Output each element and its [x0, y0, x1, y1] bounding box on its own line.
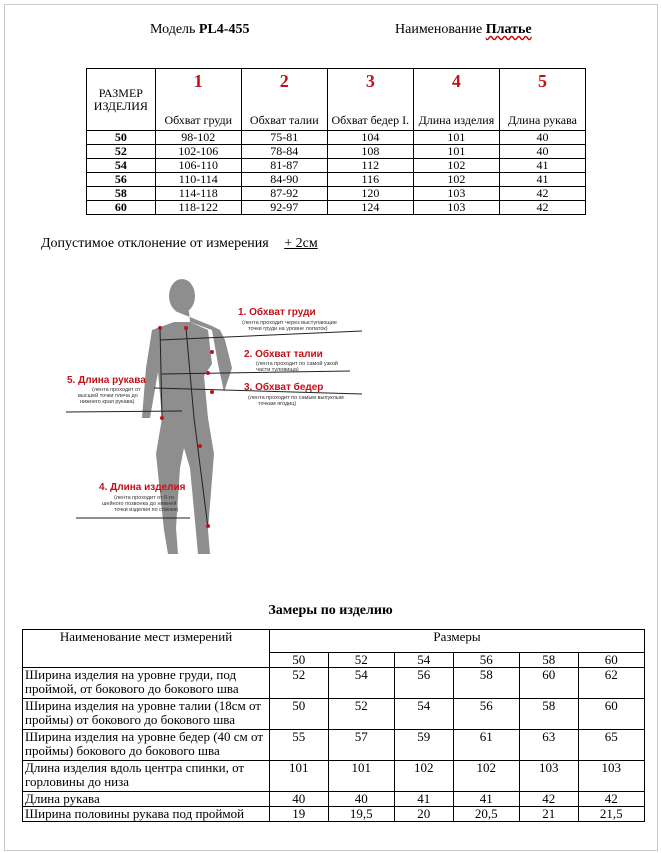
table-cell: 41	[499, 173, 585, 187]
table-cell: 41	[499, 159, 585, 173]
table-cell: 114-118	[155, 187, 241, 201]
table-cell: 21	[519, 807, 578, 822]
label-sleeve-note-3: нижнего края рукава)	[80, 399, 135, 405]
label-waist-note-2: части туловища)	[256, 367, 299, 373]
size-header: 50	[270, 653, 329, 668]
table-cell: 78-84	[241, 145, 327, 159]
table-cell: 102	[394, 761, 453, 792]
measurements-header-left: Наименование мест измерений	[23, 630, 270, 668]
col-label-3: Обхват бедер I.	[327, 93, 413, 131]
table-cell: 75-81	[241, 131, 327, 145]
label-length-note-2: шейного позвонка до нижней	[102, 501, 177, 507]
table-row	[87, 159, 586, 173]
name-label: Наименование	[395, 22, 483, 37]
label-bust-note-1: (лента проходит через выступающие	[242, 320, 337, 326]
size-table-body	[87, 131, 586, 215]
table-cell: 101	[328, 761, 394, 792]
table-row	[23, 668, 645, 699]
table-cell: 102-106	[155, 145, 241, 159]
table-cell: 103	[519, 761, 578, 792]
size-header: 60	[578, 653, 644, 668]
table-row	[87, 187, 586, 201]
size-header: 54	[394, 653, 453, 668]
table-cell: 19,5	[328, 807, 394, 822]
col-label-1: Обхват груди	[155, 93, 241, 131]
table-cell: 42	[499, 201, 585, 215]
size-header: 58	[519, 653, 578, 668]
measure-name: Длина рукава	[23, 792, 270, 807]
table-cell: 103	[578, 761, 644, 792]
table-cell: 55	[270, 730, 329, 761]
size-cell: 56	[87, 173, 156, 187]
size-corner-label: РАЗМЕР ИЗДЕЛИЯ	[87, 69, 156, 131]
label-bust-note-2: точки груди на уровне лопаток)	[248, 326, 328, 332]
table-cell: 103	[413, 201, 499, 215]
label-bust-title: 1. Обхват груди	[238, 307, 316, 318]
table-cell: 54	[394, 699, 453, 730]
table-cell: 40	[499, 131, 585, 145]
table-cell: 65	[578, 730, 644, 761]
table-cell: 42	[578, 792, 644, 807]
col-label-2: Обхват талии	[241, 93, 327, 131]
table-cell: 21,5	[578, 807, 644, 822]
size-cell: 58	[87, 187, 156, 201]
table-cell: 56	[453, 699, 519, 730]
table-cell: 106-110	[155, 159, 241, 173]
table-cell: 56	[394, 668, 453, 699]
table-cell: 87-92	[241, 187, 327, 201]
table-cell: 104	[327, 131, 413, 145]
table-cell: 108	[327, 145, 413, 159]
col-num-4: 4	[413, 69, 499, 94]
measurements-title: Замеры по изделию	[268, 603, 393, 618]
table-cell: 116	[327, 173, 413, 187]
measure-name: Ширина изделия на уровне груди, под проймой, от бокового до бокового шва	[23, 668, 270, 699]
table-cell: 101	[270, 761, 329, 792]
table-cell: 60	[519, 668, 578, 699]
col-num-2: 2	[241, 69, 327, 94]
model-heading	[150, 22, 249, 38]
table-row	[23, 730, 645, 761]
table-row	[23, 761, 645, 792]
model-value: PL4-455	[198, 22, 250, 37]
table-cell: 52	[270, 668, 329, 699]
table-cell: 124	[327, 201, 413, 215]
table-cell: 112	[327, 159, 413, 173]
name-heading	[395, 22, 532, 38]
table-cell: 103	[413, 187, 499, 201]
table-cell: 101	[413, 131, 499, 145]
table-cell: 57	[328, 730, 394, 761]
col-num-5: 5	[499, 69, 585, 94]
table-cell: 102	[413, 159, 499, 173]
label-waist-title: 2. Обхват талии	[244, 349, 323, 360]
measure-name: Ширина изделия на уровне талии (18см от проймы) от бокового до бокового шва	[23, 699, 270, 730]
measure-name: Ширина изделия на уровне бедер (40 см от проймы) бокового до бокового шва	[23, 730, 270, 761]
table-cell: 41	[453, 792, 519, 807]
size-header: 52	[328, 653, 394, 668]
table-cell: 92-97	[241, 201, 327, 215]
table-cell: 118-122	[155, 201, 241, 215]
table-cell: 102	[413, 173, 499, 187]
table-row	[23, 792, 645, 807]
table-cell: 58	[519, 699, 578, 730]
table-cell: 102	[453, 761, 519, 792]
table-cell: 120	[327, 187, 413, 201]
label-hip-title: 3. Обхват бедер	[244, 382, 324, 393]
table-cell: 40	[499, 145, 585, 159]
table-row	[23, 699, 645, 730]
size-cell: 50	[87, 131, 156, 145]
table-cell: 62	[578, 668, 644, 699]
label-sleeve-note-1: (лента проходит от	[92, 387, 141, 393]
tolerance-value: + 2см	[284, 236, 318, 251]
table-cell: 20,5	[453, 807, 519, 822]
table-cell: 81-87	[241, 159, 327, 173]
table-cell: 19	[270, 807, 329, 822]
table-cell: 42	[499, 187, 585, 201]
table-cell: 59	[394, 730, 453, 761]
label-sleeve-title: 5. Длина рукава	[67, 375, 146, 386]
table-cell: 41	[394, 792, 453, 807]
table-cell: 101	[413, 145, 499, 159]
table-cell: 50	[270, 699, 329, 730]
label-waist-note-1: (лента проходит по самой узкой	[256, 361, 338, 367]
measure-name: Ширина половины рукава под проймой	[23, 807, 270, 822]
size-cell: 52	[87, 145, 156, 159]
measurement-figure	[62, 268, 382, 558]
measure-name: Длина изделия вдоль центра спинки, от горловины до низа	[23, 761, 270, 792]
table-cell: 58	[453, 668, 519, 699]
label-hip-note-1: (лента проходит по самым выпуклым	[248, 395, 344, 401]
measurements-header-right: Размеры	[270, 630, 645, 653]
col-label-5: Длина рукава	[499, 93, 585, 131]
name-value: Платье	[485, 22, 532, 37]
table-row	[87, 131, 586, 145]
col-num-1: 1	[155, 69, 241, 94]
size-cell: 60	[87, 201, 156, 215]
size-table	[86, 68, 586, 215]
table-cell: 42	[519, 792, 578, 807]
size-header: 56	[453, 653, 519, 668]
tolerance-text: Допустимое отклонение от измерения	[41, 236, 269, 251]
table-row	[87, 173, 586, 187]
measurements-table	[22, 629, 645, 822]
label-length-note-3: точки изделия по спинке)	[114, 507, 179, 513]
table-cell: 40	[328, 792, 394, 807]
label-length-note-1: (лента проходит от 6-го	[114, 495, 174, 501]
col-num-3: 3	[327, 69, 413, 94]
table-cell: 20	[394, 807, 453, 822]
label-length-title: 4. Длина изделия	[99, 482, 186, 493]
table-cell: 61	[453, 730, 519, 761]
label-sleeve-note-2: высшей точки плеча до	[78, 393, 138, 399]
model-label: Модель	[150, 22, 196, 37]
tolerance-note	[41, 236, 318, 252]
table-cell: 60	[578, 699, 644, 730]
table-cell: 84-90	[241, 173, 327, 187]
table-row	[87, 201, 586, 215]
size-cell: 54	[87, 159, 156, 173]
table-cell: 98-102	[155, 131, 241, 145]
table-row	[23, 807, 645, 822]
table-cell: 110-114	[155, 173, 241, 187]
col-label-4: Длина изделия	[413, 93, 499, 131]
label-hip-note-2: точкам ягодиц)	[258, 401, 297, 407]
table-cell: 40	[270, 792, 329, 807]
table-cell: 63	[519, 730, 578, 761]
table-row	[87, 145, 586, 159]
table-cell: 54	[328, 668, 394, 699]
table-cell: 52	[328, 699, 394, 730]
